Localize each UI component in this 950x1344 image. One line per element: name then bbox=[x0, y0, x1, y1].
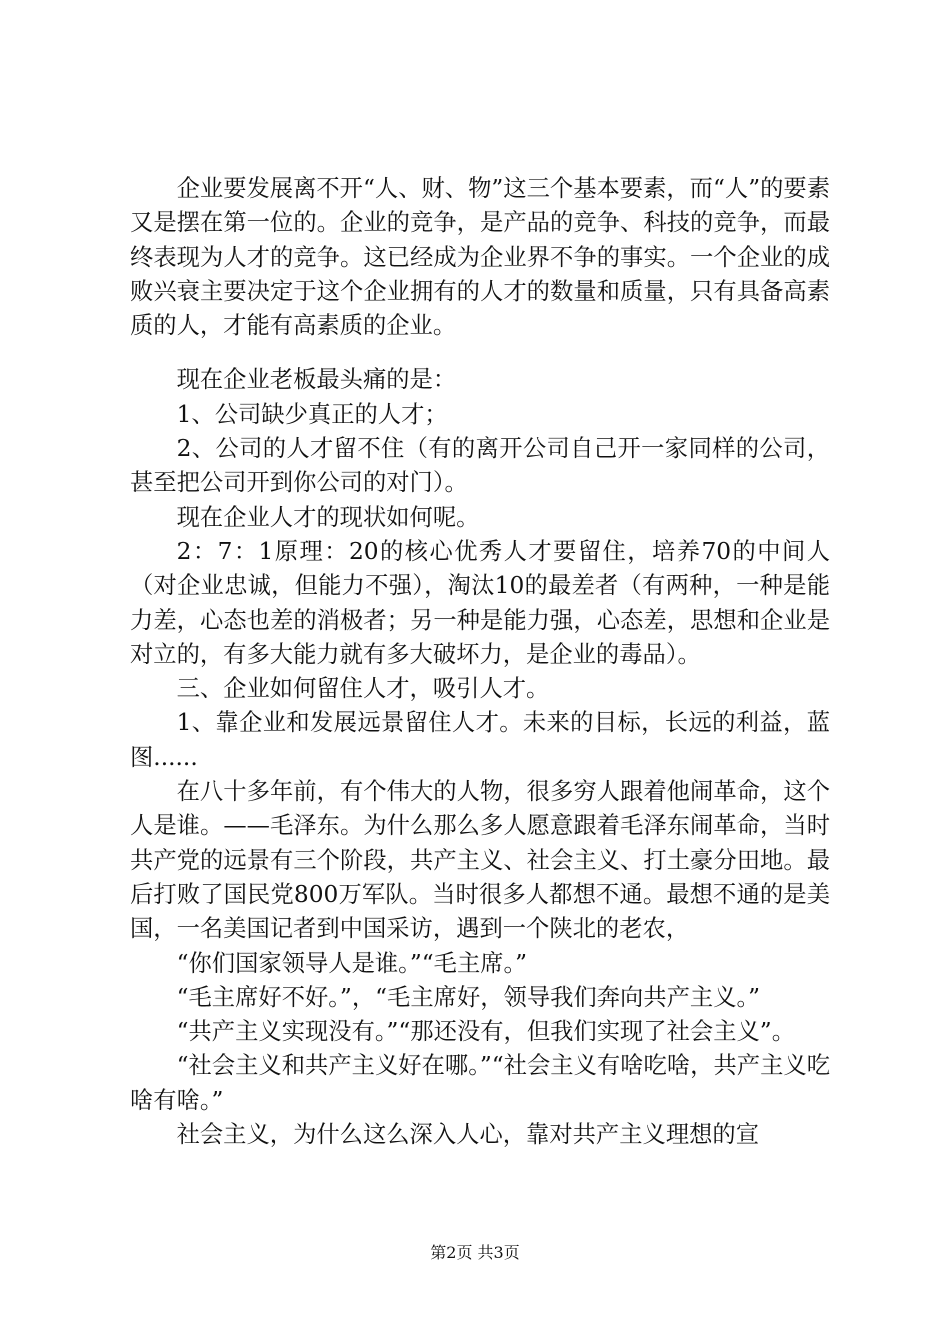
paragraph-history: 在八十多年前，有个伟大的人物，很多穷人跟着他闹革命，这个人是谁。——毛泽东。为什么那么多人愿意跟着毛泽东闹革命，当时共产党的远景有三个阶段，共产主义、社会主义、打土豪分田地。最后打败了国民党800万军队。当时很多人都想不通。最想不通的是美国，一名美国记者到中国采访，遇到一个陕北的老农， bbox=[130, 778, 830, 943]
paragraph-boss-headache: 现在企业老板最头痛的是： bbox=[176, 366, 457, 394]
document-body bbox=[130, 172, 830, 1152]
paragraph-gap bbox=[130, 343, 830, 363]
page-number-footer: 第2页 共3页 bbox=[430, 1243, 520, 1262]
paragraph-271-principle: 2：7：1原理：20的核心优秀人才要留住，培养70的中间人（对企业忠诚，但能力不强），淘汰10的最差者（有两种，一种是能力差，心态也差的消极者；另一种是能力强，心态差，思想和企业是对立的，有多大能力就有多大破坏力，是企业的毒品）。 bbox=[130, 537, 830, 668]
paragraph-intro: 企业要发展离不开“人、财、物”这三个基本要素，而“人”的要素又是摆在第一位的。企业的竞争，是产品的竞争、科技的竞争，而最终表现为人才的竞争。这已经成为企业界不争的事实。一个企业的成败兴衰主要决定于这个企业拥有的人才的数量和质量，只有具备高素质的人，才能有高素质的企业。 bbox=[130, 175, 830, 340]
paragraph-point-1: 1、公司缺少真正的人才； bbox=[176, 400, 448, 428]
paragraph-closing: 社会主义，为什么这么深入人心，靠对共产主义理想的宣 bbox=[176, 1121, 760, 1149]
paragraph-dialogue-3: “共产主义实现没有。”“那还没有，但我们实现了社会主义”。 bbox=[176, 1018, 796, 1046]
paragraph-dialogue-2: “毛主席好不好。”，“毛主席好，领导我们奔向共产主义。” bbox=[176, 983, 761, 1011]
paragraph-dialogue-1: “你们国家领导人是谁。”“毛主席。” bbox=[176, 949, 528, 977]
paragraph-point-2: 2、公司的人才留不住（有的离开公司自己开一家同样的公司，甚至把公司开到你公司的对门）。 bbox=[130, 435, 830, 497]
paragraph-vision: 1、靠企业和发展远景留住人才。未来的目标，长远的利益，蓝图...... bbox=[130, 709, 830, 771]
paragraph-dialogue-4: “社会主义和共产主义好在哪。”“社会主义有啥吃啥，共产主义吃啥有啥。” bbox=[130, 1052, 830, 1114]
paragraph-talent-status: 现在企业人才的现状如何呢。 bbox=[176, 503, 480, 531]
paragraph-section-three: 三、企业如何留住人才，吸引人才。 bbox=[176, 675, 550, 703]
